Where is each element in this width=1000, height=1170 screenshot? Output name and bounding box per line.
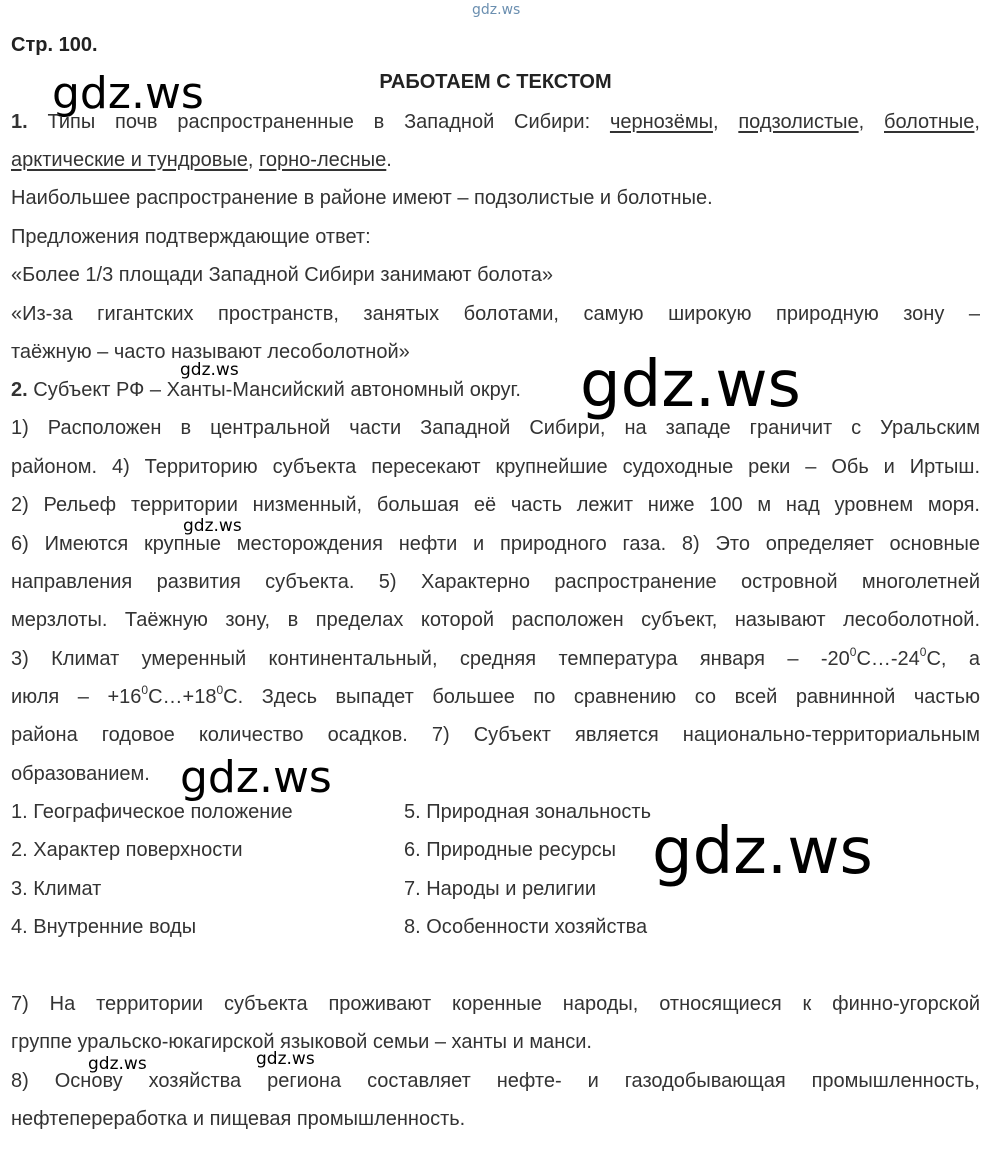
text-line: нефтепереработка и пищевая промышленность. (11, 1108, 466, 1130)
plan-item: 7. Народы и религии (404, 878, 597, 900)
watermark: gdz.ws (472, 2, 521, 18)
climate-line: июля – $+16^0С\dots+18^0С$. Здесь выпадет большее по сравнению со всей равнинной частью (11, 683, 980, 708)
plan-item: 2. Характер поверхности (11, 839, 243, 861)
text-line: Предложения подтверждающие ответ: (11, 226, 371, 248)
plan-item: 3. Климат (11, 878, 102, 900)
watermark: gdz.ws (183, 516, 242, 536)
plan-item: 5. Природная зональность (404, 801, 652, 823)
watermark: gdz.ws (652, 815, 873, 889)
watermark: gdz.ws (580, 348, 801, 422)
soil-type: чернозёмы (609, 111, 713, 133)
page-reference: Стр. 100. (11, 34, 98, 56)
text-line: 2) Рельеф территории низменный, большая её часть лежит ниже 100 м над уровнем моря. (11, 494, 980, 516)
quote-line: «Более 1/3 площади Западной Сибири занимают болота» (11, 264, 553, 286)
plan-item: 1. Географическое положение (11, 801, 293, 823)
text-line: 1) Расположен в центральной части Западной Сибири, на западе граничит с Уральским (11, 417, 980, 439)
text-line: района годовое количество осадков. 7) Субъект является национально-территориальным (11, 724, 980, 746)
plan-item: 8. Особенности хозяйства (404, 916, 648, 938)
watermark: gdz.ws (180, 752, 332, 803)
text-line: 7) На территории субъекта проживают коренные народы, относящиеся к финно-угорской (11, 993, 980, 1015)
plan-item: 6. Природные ресурсы (404, 839, 617, 861)
soil-type: арктические и тундровые (11, 149, 248, 171)
soil-type: горно-лесные (259, 149, 387, 171)
text-line: 6) Имеются крупные месторождения нефти и природного газа. 8) Это определяет основные (11, 533, 980, 555)
section-heading: РАБОТАЕМ С ТЕКСТОМ (379, 71, 612, 93)
text-line: образованием. (11, 763, 150, 785)
quote-line: таёжную – часто называют лесоболотной» (11, 341, 410, 363)
text-line: районом. 4) Территорию субъекта пересекают крупнейшие судоходные реки – Обь и Иртыш. (11, 456, 980, 478)
text-line: Наибольшее распространение в районе имеют – подзолистые и болотные. (11, 187, 713, 209)
text-line: мерзлоты. Таёжную зону, в пределах которой расположен субъект, называют лесоболотной. (11, 609, 980, 631)
watermark: gdz.ws (180, 360, 239, 380)
text-line: 8) Основу хозяйства региона составляет нефте- и газодобывающая промышленность, (11, 1070, 980, 1092)
text-line: направления развития субъекта. 5) Характерно распространение островной многолетней (11, 571, 980, 593)
task-number: 1. (11, 111, 28, 133)
soil-type: болотные (884, 111, 975, 133)
task-number: 2. (11, 379, 28, 401)
task1-line: арктические и тундровые, горно-лесные. (11, 149, 392, 171)
watermark: gdz.ws (256, 1049, 315, 1069)
watermark: gdz.ws (52, 68, 204, 119)
quote-line: «Из-за гигантских пространств, занятых болотами, самую широкую природную зону – (11, 303, 980, 325)
task2-subject: 2. Субъект РФ – Ханты-Мансийский автономный округ. (11, 379, 521, 401)
climate-line: 3) Климат умеренный континентальный, средняя температура января – $-20^0С\dots-24^0С$, а (11, 645, 980, 670)
plan-item: 4. Внутренние воды (11, 916, 197, 938)
watermark: gdz.ws (88, 1054, 147, 1074)
task1-line: 1. Типы почв распространенные в Западной Сибири: чернозёмы, подзолистые, болотные, (11, 111, 980, 133)
text-line: группе уральско-юкагирской языковой семьи – ханты и манси. (11, 1031, 592, 1053)
soil-type: подзолистые (738, 111, 859, 133)
